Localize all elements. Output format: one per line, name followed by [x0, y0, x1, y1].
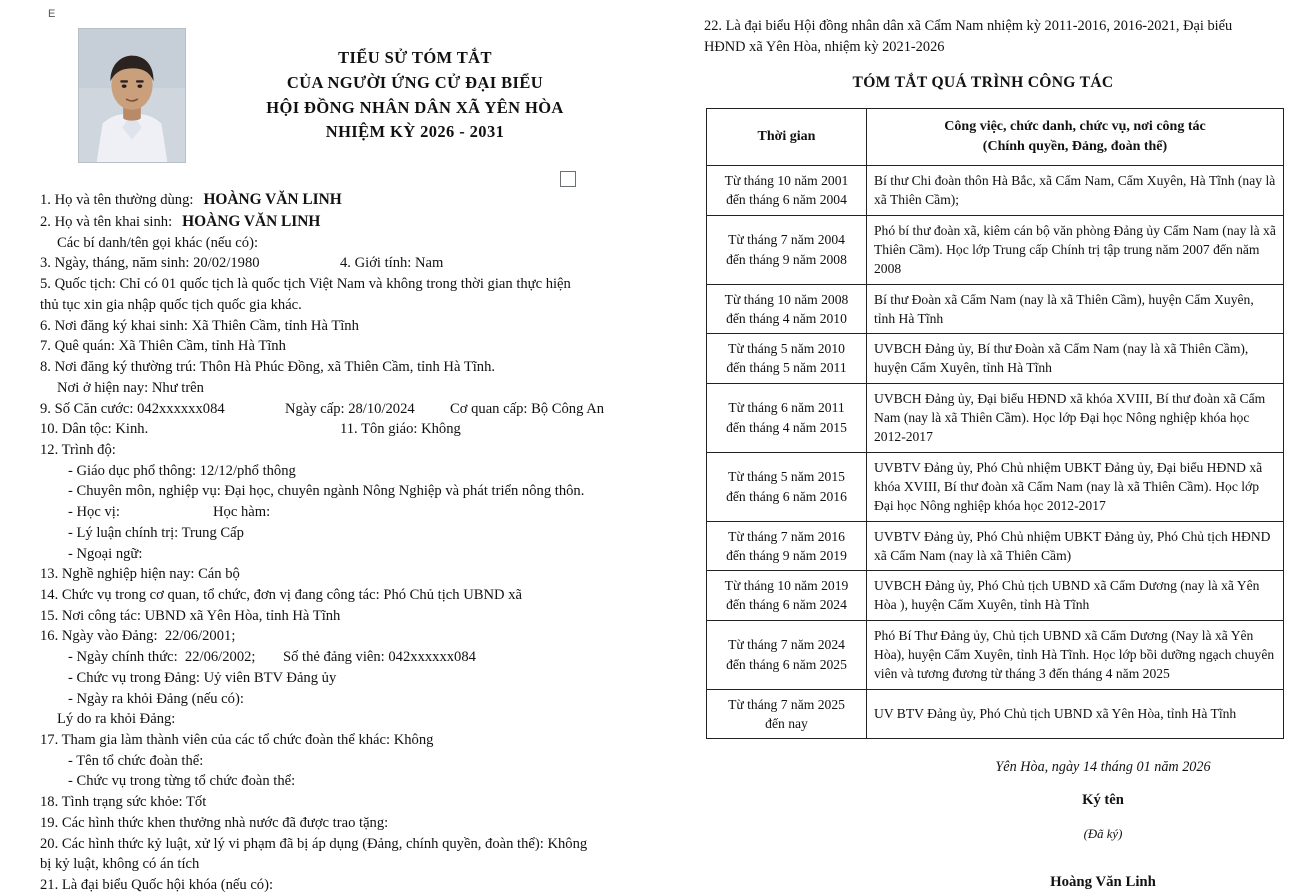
signature-name: Hoàng Văn Linh: [1050, 873, 1156, 890]
field-discipline-line1: 20. Các hình thức kỷ luật, xử lý vi phạm đã bị áp dụng (Đảng, chính quyền, đoàn thể): Không: [40, 835, 588, 852]
field-education-heading: 12. Trình độ:: [40, 441, 116, 458]
field-political-theory: - Lý luận chính trị: Trung Cấp: [68, 524, 244, 541]
career-row-time: Từ tháng 5 năm 2010 đến tháng 5 năm 2011: [707, 334, 867, 384]
field-awards: 19. Các hình thức khen thưởng nhà nước đã được trao tặng:: [40, 814, 389, 831]
career-row-desc: Phó bí thư đoàn xã, kiêm cán bộ văn phòng Đảng ủy Cẩm Nam (nay là xã Thiên Cầm). Học lớp Trung cấp Chính trị tập trung năm 2007 đến năm 2008: [867, 215, 1284, 284]
field-nationality-line1: 5. Quốc tịch: Chỉ có 01 quốc tịch là quốc tịch Việt Nam và không trong thời gian thực hiện: [40, 276, 571, 293]
field-party-exit-reason: Lý do ra khỏi Đảng:: [57, 711, 176, 728]
career-header-work: [867, 109, 1284, 166]
field-professional-education: - Chuyên môn, nghiệp vụ: Đại học, chuyên ngành Nông Nghiệp và phát triển nông thôn.: [68, 483, 585, 500]
signature-block: [704, 757, 1262, 893]
field-party-exit-date: - Ngày ra khỏi Đảng (nếu có):: [68, 690, 244, 707]
field-organization-name: - Tên tổ chức đoàn thể:: [68, 752, 204, 769]
career-row-desc: UV BTV Đảng ủy, Phó Chủ tịch UBND xã Yên Hòa, tỉnh Hà Tĩnh: [867, 689, 1284, 739]
field-current-occupation: 13. Nghề nghiệp hiện nay: Cán bộ: [40, 566, 240, 583]
field-id-issuer: Cơ quan cấp: Bộ Công An: [450, 400, 605, 417]
field-nationality-line2: thủ tục xin gia nhập quốc tịch quốc gia khác.: [40, 296, 302, 313]
table-row: [707, 284, 1284, 334]
field-party-official-row: [40, 647, 658, 668]
field-current-position: 14. Chức vụ trong cơ quan, tổ chức, đơn vị đang công tác: Phó Chủ tịch UBND xã: [40, 586, 522, 603]
field-health-status: 18. Tình trạng sức khỏe: Tốt: [40, 794, 207, 811]
field-id-number: 9. Số Căn cước: 042xxxxxx084: [40, 400, 225, 417]
career-header-time: Thời gian: [707, 109, 867, 166]
field-party-position: - Chức vụ trong Đảng: Uỷ viên BTV Đảng ủy: [68, 669, 337, 686]
career-row-time: Từ tháng 10 năm 2019 đến tháng 6 năm 2024: [707, 571, 867, 621]
career-row-desc: UVBTV Đảng ủy, Phó Chủ nhiệm UBKT Đảng ủy, Phó Chủ tịch HĐND xã Cẩm Nam (nay là xã Thiên Cầm): [867, 521, 1284, 571]
career-table-header-row: [707, 109, 1284, 166]
career-row-desc: UVBCH Đảng ủy, Đại biểu HĐND xã khóa XVIII, Bí thư đoàn xã Cẩm Nam (nay là xã Thiên Cầm). Học lớp Đại học Nông nghiệp khóa học 2012-2017: [867, 383, 1284, 452]
right-column: [668, 0, 1290, 890]
field-current-residence: Nơi ở hiện nay: Như trên: [57, 379, 204, 396]
field-national-assembly-term: 21. Là đại biểu Quốc hội khóa (nếu có):: [40, 877, 274, 894]
field-council-terms: [704, 16, 1262, 58]
field-common-name-label: 1. Họ và tên thường dùng:: [40, 192, 194, 208]
field-other-organizations: 17. Tham gia làm thành viên của các tổ chức đoàn thể khác: Không: [40, 732, 434, 748]
career-row-desc: UVBTV Đảng ủy, Phó Chủ nhiệm UBKT Đảng ủy, Đại biểu HĐND xã khóa XVIII, Bí thư đoàn xã Cẩm Nam (nay là xã Thiên Cầm). Học lớp Đại học Nông nghiệp khóa học 2012-2017: [867, 452, 1284, 521]
career-row-desc: Bí thư Chi đoàn thôn Hà Bắc, xã Cẩm Nam, Cẩm Xuyên, Hà Tĩnh (nay là xã Thiên Cầm);: [867, 166, 1284, 216]
career-row-desc: UVBCH Đảng ủy, Bí thư Đoàn xã Cẩm Nam (nay là xã Thiên Cầm), huyện Cẩm Xuyên, tỉnh Hà Tĩnh: [867, 334, 1284, 384]
field-birth-name-label: 2. Họ và tên khai sinh:: [40, 213, 173, 230]
table-row: [707, 452, 1284, 521]
table-row: [707, 689, 1284, 739]
field-dob-gender-row: [40, 253, 658, 274]
field-common-name-value: HOÀNG VĂN LINH: [203, 191, 342, 208]
career-row-desc: Phó Bí Thư Đảng ủy, Chủ tịch UBND xã Cẩm Dương (Nay là xã Yên Hòa), huyện Cẩm Xuyên, tỉnh Hà Tĩnh. Học lớp bồi dưỡng ngạch chuyên viên và tương đương từ tháng 3 đến tháng 4 năm 2025: [867, 620, 1284, 689]
field-council-terms-line2: HĐND xã Yên Hòa, nhiệm kỳ 2021-2026: [704, 38, 945, 55]
field-academic-degree: - Học vị:: [68, 504, 120, 521]
form-body: [40, 189, 658, 896]
field-alias: Các bí danh/tên gọi khác (nếu có):: [57, 234, 258, 251]
career-row-time: Từ tháng 7 năm 2025 đến nay: [707, 689, 867, 739]
field-general-education: - Giáo dục phổ thông: 12/12/phổ thông: [68, 462, 296, 479]
field-party-official-date: - Ngày chính thức: 22/06/2002;: [68, 649, 256, 666]
field-date-of-birth: 3. Ngày, tháng, năm sinh: 20/02/1980: [40, 255, 260, 272]
field-hometown: 7. Quê quán: Xã Thiên Cầm, tỉnh Hà Tĩnh: [40, 338, 286, 355]
field-ethnicity: 10. Dân tộc: Kinh.: [40, 421, 149, 438]
career-row-time: Từ tháng 5 năm 2015 đến tháng 6 năm 2016: [707, 452, 867, 521]
career-row-time: Từ tháng 10 năm 2001 đến tháng 6 năm 2004: [707, 166, 867, 216]
table-row: [707, 383, 1284, 452]
field-organization-position: - Chức vụ trong từng tổ chức đoàn thể:: [68, 773, 296, 790]
signature-signed-note: (Đã ký): [1083, 826, 1123, 841]
title-line-1: TIỂU SỬ TÓM TẮT: [338, 48, 492, 67]
field-permanent-residence: 8. Nơi đăng ký thường trú: Thôn Hà Phúc Đồng, xã Thiên Cầm, tỉnh Hà Tĩnh.: [40, 359, 496, 376]
table-row: [707, 334, 1284, 384]
field-academic-title: Học hàm:: [213, 504, 271, 521]
career-table: [706, 108, 1284, 739]
table-row: [707, 166, 1284, 216]
career-section-title: TÓM TẮT QUÁ TRÌNH CÔNG TÁC: [852, 73, 1114, 91]
career-row-time: Từ tháng 7 năm 2016 đến tháng 9 năm 2019: [707, 521, 867, 571]
field-birth-name: [40, 211, 658, 233]
table-row: [707, 620, 1284, 689]
field-party-card-number: Số thẻ đảng viên: 042xxxxxx084: [283, 649, 476, 666]
field-gender: 4. Giới tính: Nam: [340, 255, 444, 272]
selection-checkbox[interactable]: [560, 171, 576, 187]
field-id-issue-date: Ngày cấp: 28/10/2024: [285, 400, 415, 417]
table-row: [707, 521, 1284, 571]
field-council-terms-line1: 22. Là đại biểu Hội đồng nhân dân xã Cẩm Nam nhiệm kỳ 2011-2016, 2016-2021, Đại biểu: [704, 18, 1233, 34]
title-line-4: NHIỆM KỲ 2026 - 2031: [325, 122, 505, 142]
field-foreign-language: - Ngoại ngữ:: [68, 545, 143, 562]
signature-place-date: Yên Hòa, ngày 14 tháng 01 năm 2026: [995, 759, 1211, 776]
field-common-name: [40, 189, 658, 211]
career-header-work-line2: (Chính quyền, Đảng, đoàn thể): [982, 139, 1168, 155]
header-row: [40, 28, 658, 163]
candidate-photo: [78, 28, 186, 163]
career-row-desc: UVBCH Đảng ủy, Phó Chủ tịch UBND xã Cẩm Dương (nay là xã Yên Hòa ), huyện Cẩm Xuyên, tỉnh Hà Tĩnh: [867, 571, 1284, 621]
title-line-2: CỦA NGƯỜI ỨNG CỬ ĐẠI BIỂU: [286, 72, 544, 92]
signature-label: Ký tên: [1082, 791, 1124, 808]
career-row-time: Từ tháng 6 năm 2011 đến tháng 4 năm 2015: [707, 383, 867, 452]
field-degree-row: [40, 502, 658, 523]
field-discipline-line2: bị kỷ luật, không có án tích: [40, 856, 200, 873]
field-workplace: 15. Nơi công tác: UBND xã Yên Hòa, tỉnh Hà Tĩnh: [40, 607, 341, 624]
document-title: [186, 28, 658, 145]
table-row: [707, 215, 1284, 284]
field-ethnicity-religion-row: [40, 419, 658, 440]
corner-mark-text: E: [48, 8, 55, 20]
career-row-time: Từ tháng 7 năm 2024 đến tháng 6 năm 2025: [707, 620, 867, 689]
career-header-work-line1: Công việc, chức danh, chức vụ, nơi công tác: [944, 119, 1206, 135]
title-line-3: HỘI ĐỒNG NHÂN DÂN XÃ YÊN HÒA: [266, 97, 564, 117]
field-id-row: [40, 399, 658, 420]
field-birth-registration: 6. Nơi đăng ký khai sinh: Xã Thiên Cầm, tỉnh Hà Tĩnh: [40, 317, 359, 334]
career-row-time: Từ tháng 10 năm 2008 đến tháng 4 năm 2010: [707, 284, 867, 334]
field-birth-name-value: HOÀNG VĂN LINH: [182, 212, 321, 230]
career-row-time: Từ tháng 7 năm 2004 đến tháng 9 năm 2008: [707, 215, 867, 284]
field-religion: 11. Tôn giáo: Không: [340, 421, 461, 438]
career-row-desc: Bí thư Đoàn xã Cẩm Nam (nay là xã Thiên Cầm), huyện Cẩm Xuyên, tỉnh Hà Tĩnh: [867, 284, 1284, 334]
table-row: [707, 571, 1284, 621]
field-party-join-date: 16. Ngày vào Đảng: 22/06/2001;: [40, 628, 236, 645]
